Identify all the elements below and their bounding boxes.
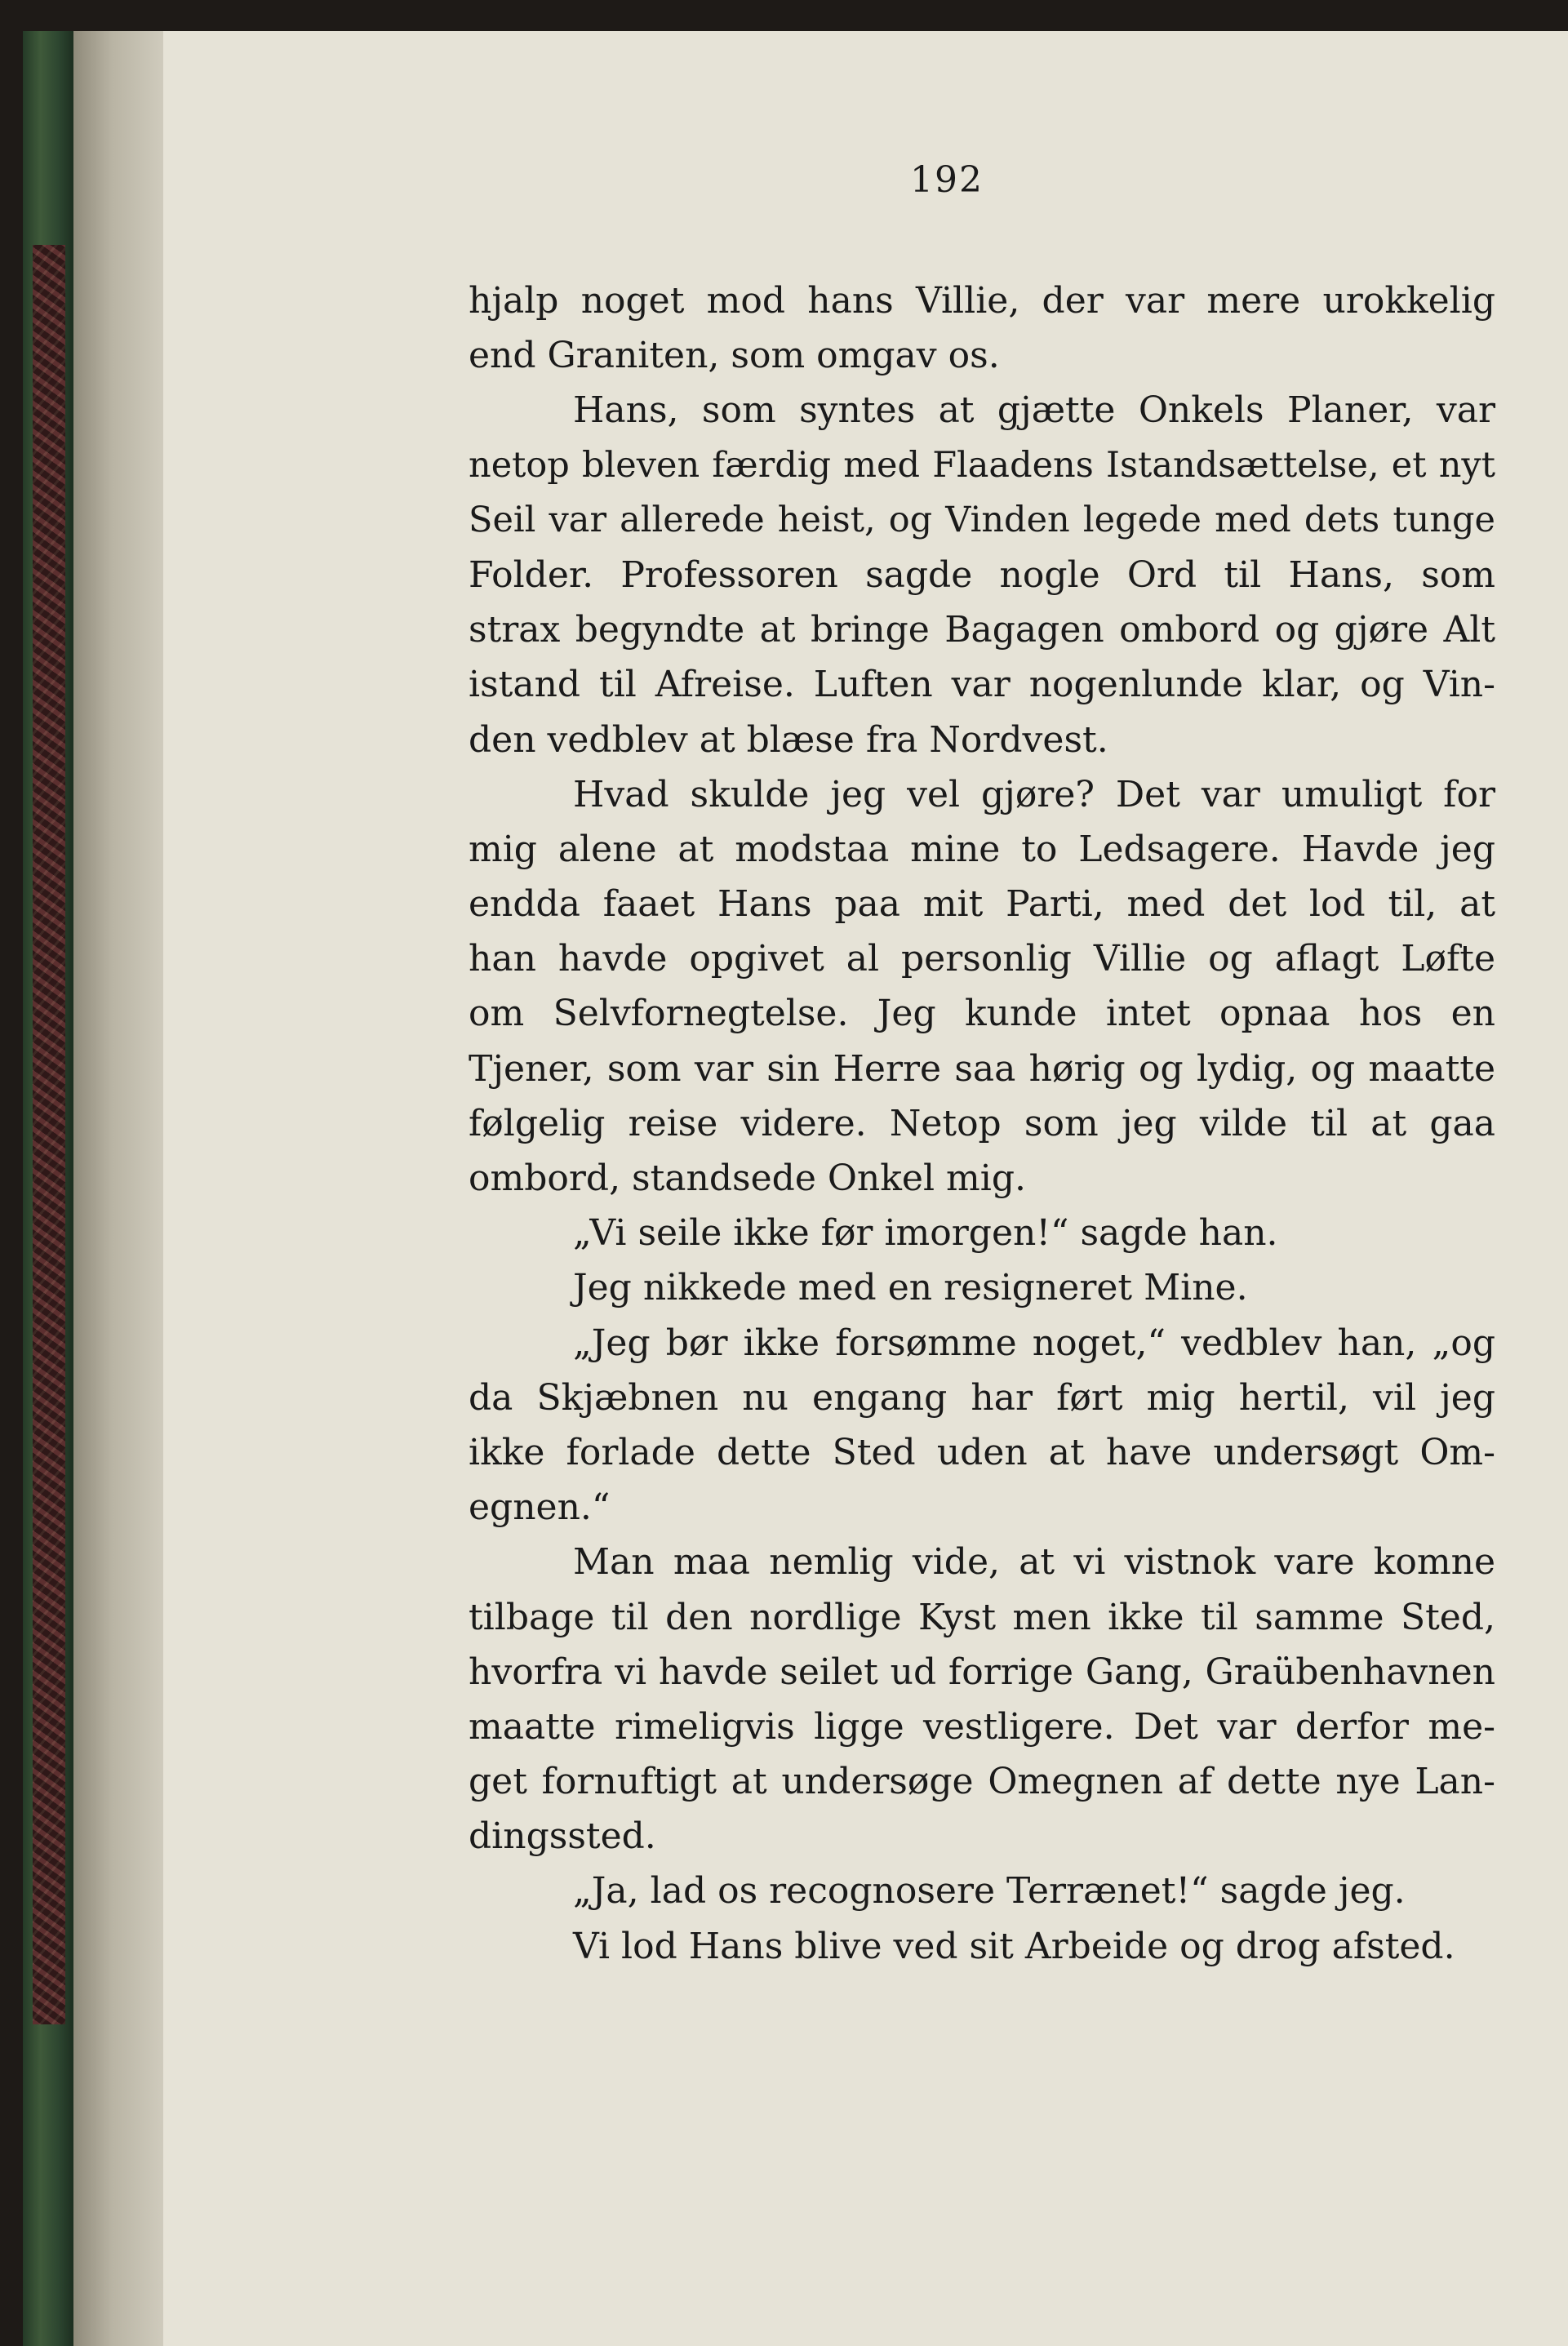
text-line: tilbage til den nordlige Kyst men ikke til samme Sted, — [469, 1596, 1495, 1638]
text-line: netop bleven færdig med Flaadens Istandsættelse, et nyt — [469, 444, 1495, 486]
text-line: hvorfra vi havde seilet ud forrige Gang, Graübenhavnen — [469, 1651, 1495, 1693]
text-line: „Ja, lad os recognosere Terrænet!“ sagde jeg. — [573, 1870, 1406, 1913]
marbled-endpaper — [33, 245, 65, 2024]
text-line: om Selvfornegtelse. Jeg kunde intet opnaa hos en — [469, 993, 1495, 1035]
text-line: get fornuftigt at undersøge Omegnen af dette nye Lan- — [469, 1761, 1495, 1803]
text-line: egnen.“ — [469, 1486, 611, 1529]
text-line: Tjener, som var sin Herre saa hørig og lydig, og maatte — [469, 1047, 1495, 1090]
text-line: følgelig reise videre. Netop som jeg vilde til at gaa — [469, 1102, 1495, 1144]
body-text — [469, 273, 1495, 1974]
text-line: istand til Afreise. Luften var nogenlunde klar, og Vin- — [469, 664, 1495, 706]
text-line: da Skjæbnen nu engang har ført mig hertil, vil jeg — [469, 1376, 1495, 1419]
text-line: han havde opgivet al personlig Villie og aflagt Løfte — [469, 938, 1495, 980]
text-line: ikke forlade dette Sted uden at have undersøgt Om- — [469, 1431, 1495, 1473]
text-line: dingssted. — [469, 1815, 656, 1858]
text-line: Man maa nemlig vide, at vi vistnok vare komne — [573, 1541, 1495, 1584]
text-line: mig alene at modstaa mine to Ledsagere. Havde jeg — [469, 828, 1495, 870]
text-line: endda faaet Hans paa mit Parti, med det lod til, at — [469, 883, 1495, 926]
text-line: Jeg nikkede med en resigneret Mine. — [573, 1267, 1248, 1309]
text-line: „Vi seile ikke før imorgen!“ sagde han. — [573, 1212, 1278, 1255]
text-line: Vi lod Hans blive ved sit Arbeide og drog afsted. — [573, 1925, 1455, 1967]
text-line: Hvad skulde jeg vel gjøre? Det var umuligt for — [573, 773, 1495, 815]
text-line: „Jeg bør ikke forsømme noget,“ vedblev han, „og — [573, 1322, 1495, 1364]
text-line: ombord, standsede Onkel mig. — [469, 1157, 1026, 1199]
text-line: maatte rimeligvis ligge vestligere. Det var derfor me- — [469, 1705, 1495, 1748]
text-line: hjalp noget mod hans Villie, der var mere urokkelig — [469, 280, 1495, 322]
text-line: den vedblev at blæse fra Nordvest. — [469, 718, 1108, 761]
text-line: Hans, som syntes at gjætte Onkels Planer, var — [573, 389, 1495, 432]
text-line: Seil var allerede heist, og Vinden legede med dets tunge — [469, 499, 1495, 540]
text-line: end Graniten, som omgav os. — [469, 335, 1000, 377]
page-gutter — [73, 31, 171, 2346]
text-line: Folder. Professoren sagde nogle Ord til Hans, som — [469, 553, 1495, 596]
text-line: strax begyndte at bringe Bagagen ombord og gjøre Alt — [469, 609, 1495, 651]
page-number: 192 — [910, 159, 984, 201]
